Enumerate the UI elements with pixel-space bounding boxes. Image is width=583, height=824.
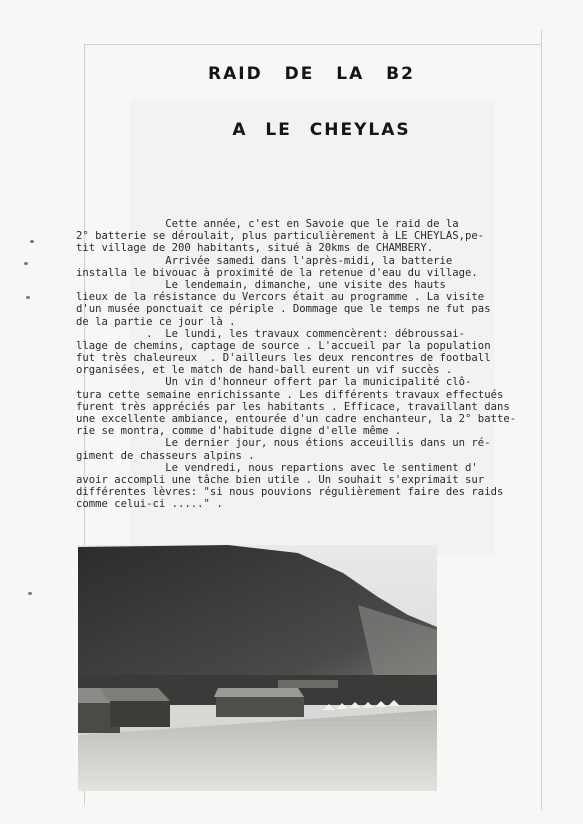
text-line: llage de chemins, captage de source . L'accueil par la population xyxy=(76,339,491,352)
text-line: organisées, et le match de hand-ball eurent un vif succès . xyxy=(76,364,453,377)
text-line: fut très chaleureux . D'ailleurs les deux rencontres de football xyxy=(76,352,491,365)
camp-photo xyxy=(78,545,437,791)
text-line: tura cette semaine enrichissante . Les différents travaux effectués xyxy=(76,388,504,401)
text-line: Arrivée samedi dans l'après-midi, la batterie xyxy=(76,254,453,267)
top-margin-line xyxy=(84,44,542,45)
text-line: installa le bivouac à proximité de la retenue d'eau du village. xyxy=(76,266,478,279)
text-line: Le lendemain, dimanche, une visite des hauts xyxy=(76,278,446,291)
article-body xyxy=(76,218,538,511)
text-line: Le vendredi, nous repartions avec le sentiment d' xyxy=(76,461,478,474)
text-line: giment de chasseurs alpins . xyxy=(76,449,255,462)
hut-right xyxy=(216,697,304,717)
text-line: de la partie ce jour là . xyxy=(76,315,236,328)
text-line: . Le lundi, les travaux commencèrent: débroussai- xyxy=(76,327,466,340)
text-line: une excellente ambiance, entourée d'un cadre enchanteur, la 2° batte- xyxy=(76,413,517,425)
page-title-line-1: RAID DE LA B2 xyxy=(208,64,415,84)
punch-mark xyxy=(24,262,28,265)
punch-mark xyxy=(26,296,30,299)
hut-middle-roof xyxy=(100,688,170,701)
text-line: furent très appréciés par les habitants . Efficace, travaillant dans xyxy=(76,400,510,413)
hut-right-roof xyxy=(214,688,304,697)
text-line: avoir accompli une tâche bien utile . Un souhait s'exprimait sur xyxy=(76,473,485,486)
shed xyxy=(278,680,338,688)
text-line: lieux de la résistance du Vercors était au programme . La visite xyxy=(76,291,485,304)
text-line: tit village de 200 habitants, situé à 20kms de CHAMBERY. xyxy=(76,242,434,255)
text-line: Un vin d'honneur offert par la municipalité clô- xyxy=(76,376,472,389)
page-title-line-2: A LE CHEYLAS xyxy=(232,120,411,140)
right-margin-line xyxy=(541,30,542,810)
text-line: 2° batterie se déroulait, plus particulièrement à LE CHEYLAS,pe- xyxy=(76,230,485,243)
punch-mark xyxy=(30,240,34,243)
hut-middle xyxy=(110,701,170,727)
text-line: d'un musée ponctuait ce périple . Dommage que le temps ne fut pas xyxy=(76,303,491,316)
text-line: comme celui-ci ....." . xyxy=(76,498,223,511)
text-line: rie se montra, comme d'habitude digne d'elle même . xyxy=(76,425,402,438)
punch-mark xyxy=(28,592,32,595)
text-line: Le dernier jour, nous étions acceuillis dans un ré- xyxy=(76,437,491,450)
text-line: Cette année, c'est en Savoie que le raid de la xyxy=(76,218,459,230)
text-line: différentes lèvres: "si nous pouvions régulièrement faire des raids xyxy=(76,486,504,499)
